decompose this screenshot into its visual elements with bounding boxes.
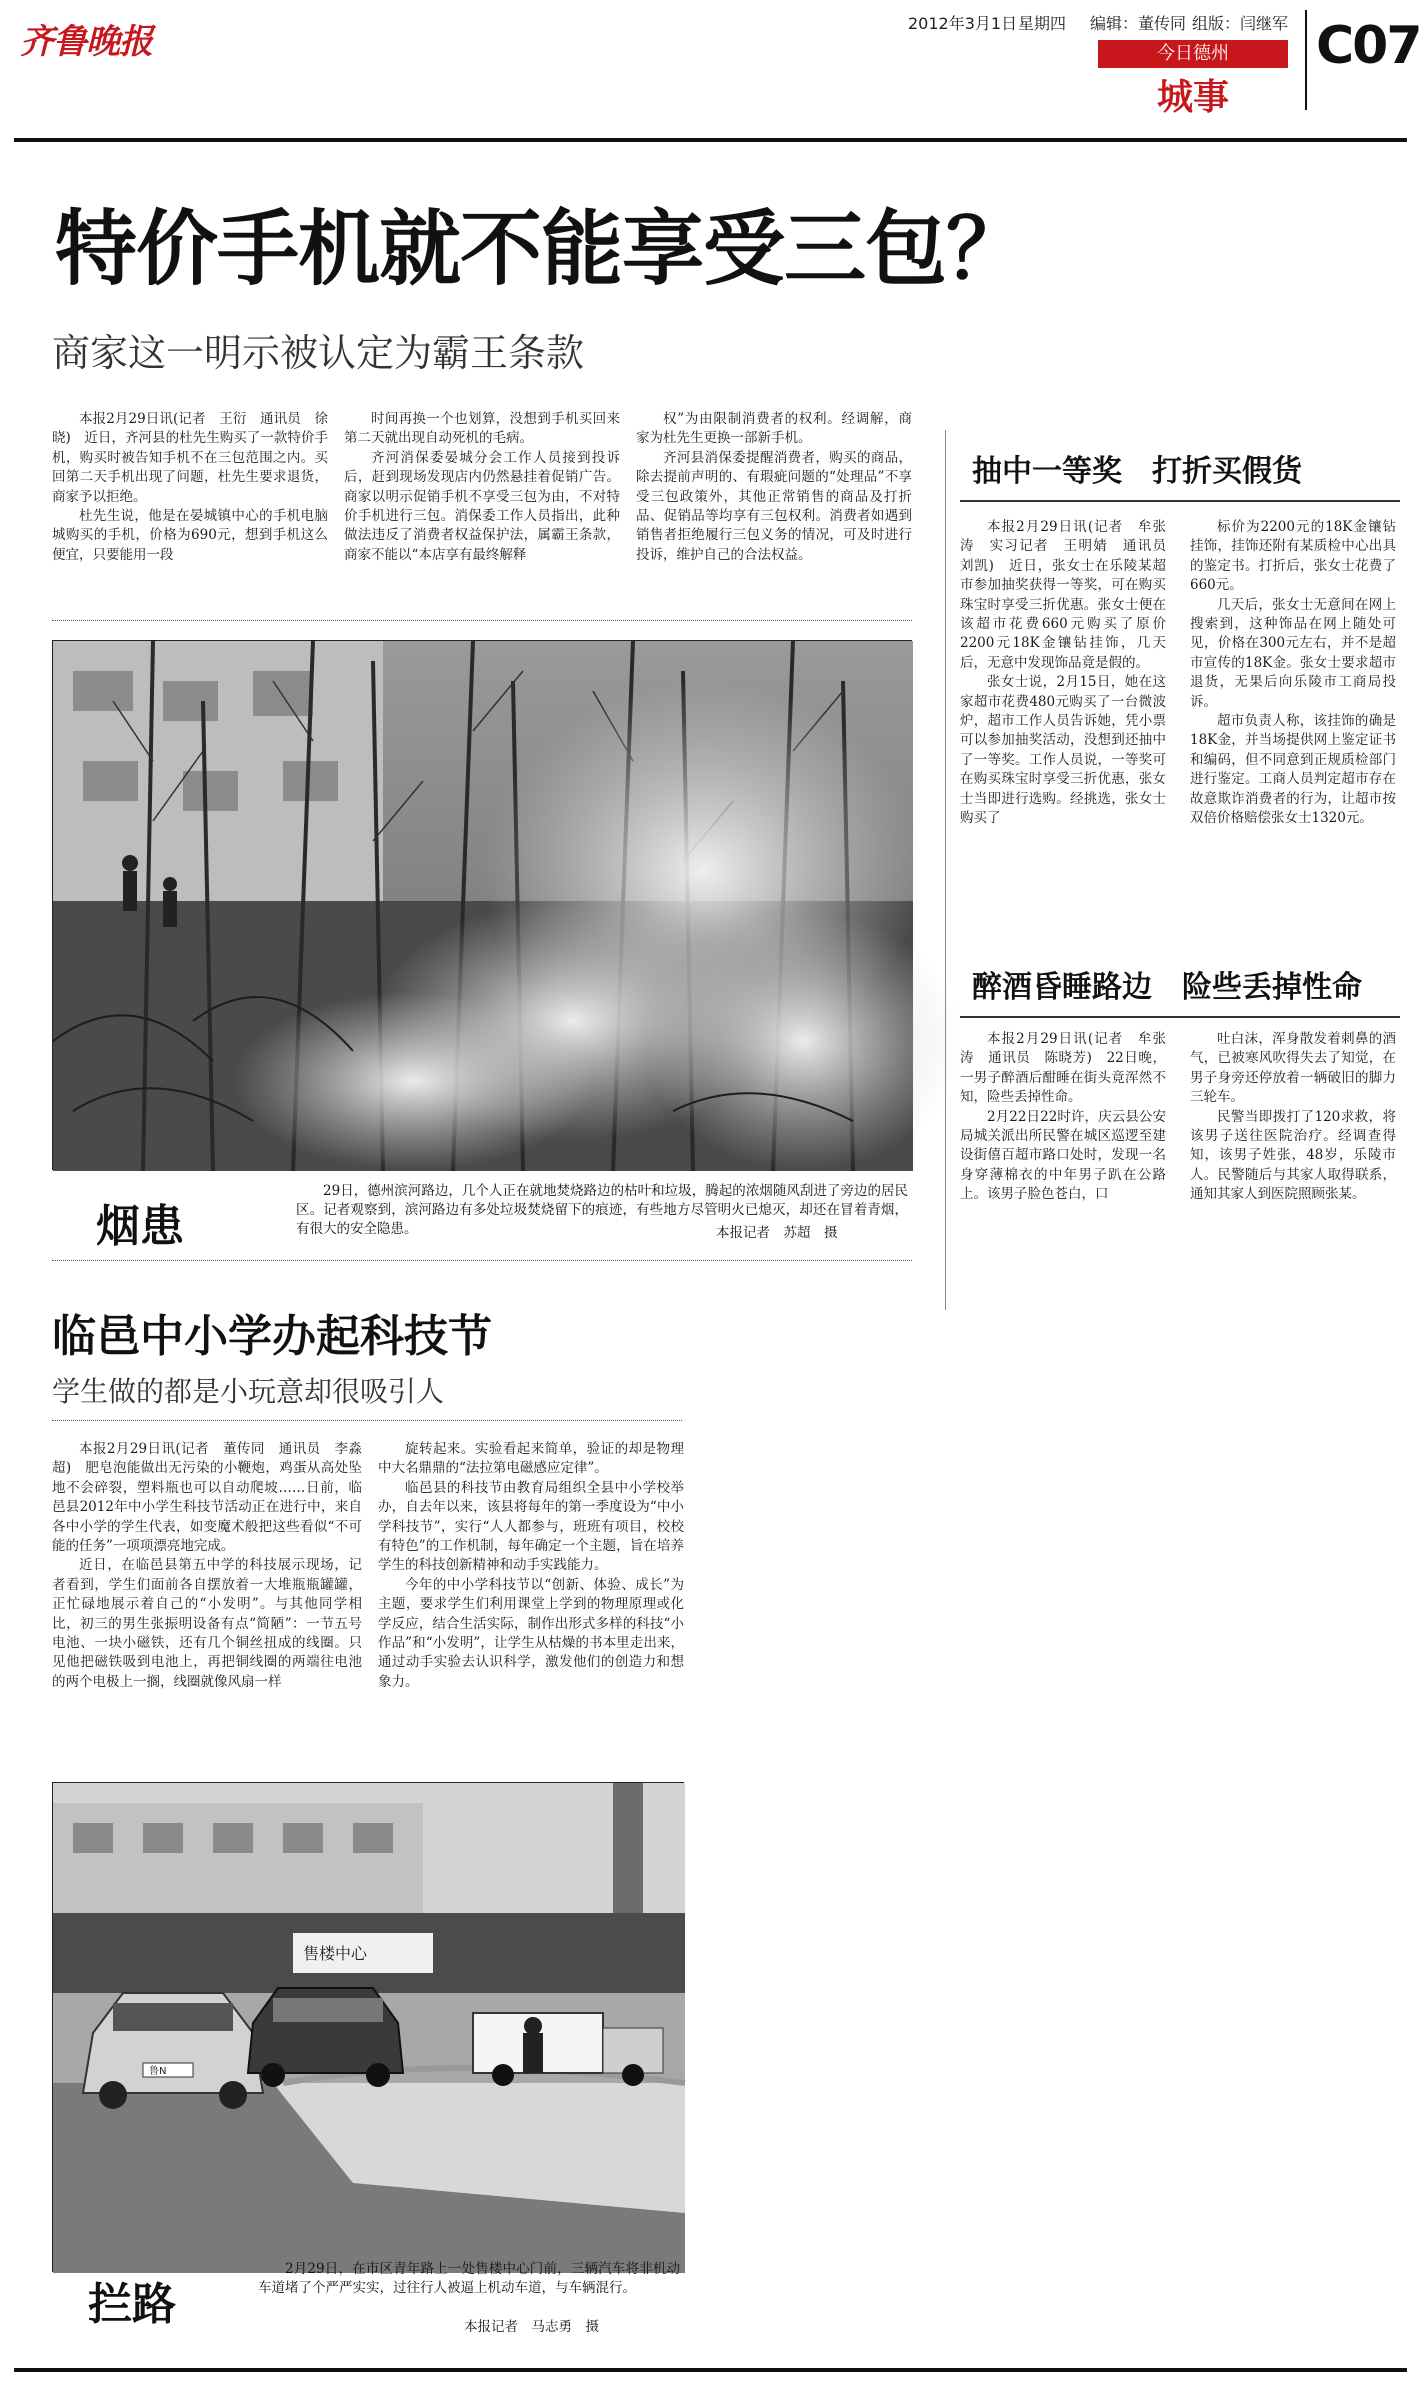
section-name: 城事 (1156, 77, 1229, 118)
story2-column-1 (960, 518, 1180, 918)
story1-paragraph: 杜先生说，他是在晏城镇中心的手机电脑城购买的手机，价格为690元，想到手机这么便宜，只要能用一段 (52, 508, 328, 563)
right-column-divider (945, 430, 946, 1310)
section-tag: 今日德州 (1098, 40, 1288, 68)
photo-smoke-hazard (52, 640, 912, 1170)
parked-car (83, 1993, 263, 2109)
bottom-rule (14, 2368, 1407, 2372)
main-headline: 特价手机就不能享受三包？ (55, 202, 1028, 297)
story3-paragraph: 吐白沫，浑身散发着刺鼻的酒气，已被寒风吹得失去了知觉，在男子身旁还停放着一辆破旧的脚力三轮车。 (1190, 1031, 1396, 1106)
story4-paragraph: 旋转起来。实验看起来简单，验证的却是物理中大名鼎鼎的“法拉第电磁感应定律”。 (378, 1441, 684, 1477)
photo2-title: 拦路 (88, 2279, 176, 2330)
photo2-credit: 本报记者 马志勇 摄 (464, 2319, 599, 2335)
story4-column-1 (52, 1440, 362, 1770)
story2-paragraph: 几天后，张女士无意间在网上搜索到，这种饰品在网上随处可见，价格在300元左右，并不是超市宣传的18K金。张女士要求超市退货，无果后向乐陵市工商局投诉。 (1190, 596, 1396, 710)
story4-paragraph: 近日，在临邑县第五中学的科技展示现场，记者看到，学生们面前各自摆放着一大堆瓶瓶罐罐，正忙碌地展示着自己的“小发明”。与其他同学相比，初三的男生张振明设备有点“简陋”：一节五号电池、一块小磁铁，还有几个铜丝扭成的线圈。只见他把磁铁吸到电池上，再把铜线圈的两端往电池的两个电极上一搁，线圈就像风扇一样 (52, 1557, 362, 1690)
layout-credit: 组版：闫继军 (1192, 14, 1289, 33)
story1-column-2 (344, 410, 620, 610)
photo1-bottom-rule (52, 1260, 912, 1261)
story3-headline: 醉酒昏睡路边 险些丢掉性命 (972, 970, 1362, 1005)
story1-separator (52, 620, 912, 621)
story4-subheadline: 学生做的都是小玩意却很吸引人 (52, 1375, 445, 1408)
photo2-caption-text: 2月29日，在市区青年路上一处售楼中心门前，三辆汽车将非机动车道堵了个严严实实，过往行人被逼上机动车道，与车辆混行。 (258, 2261, 680, 2296)
page-number: C07 (1316, 16, 1421, 76)
story3-head-rule (960, 1016, 1400, 1018)
story3-column-2 (1190, 1030, 1396, 1270)
story2-paragraph: 标价为2200元的18K金镶钻挂饰，挂饰还附有某质检中心出具的鉴定书。打折后，张女士花费了660元。 (1190, 519, 1396, 594)
story2-column-2 (1190, 518, 1396, 918)
story3-column-1 (960, 1030, 1166, 1270)
story2-head-rule (960, 500, 1400, 502)
smoke-scene-illustration (53, 641, 913, 1171)
story1-paragraph: 权”为由限制消费者的权利。经调解，商家为杜先生更换一部新手机。 (636, 411, 912, 447)
story1-column-1 (52, 410, 328, 610)
story2-headline: 抽中一等奖 打折买假货 (972, 454, 1302, 489)
street-scene-illustration (53, 1783, 685, 2273)
story1-paragraph: 齐河县消保委提醒消费者，购买的商品，除去提前声明的、有瑕疵问题的“处理品”不享受三包政策外，其他正常销售的商品及打折品、促销品等均享有三包权利。消费者如遇到销售者拒绝履行三包义务的情况，可及时进行投诉，维护自己的合法权益。 (636, 449, 912, 563)
editor-credit: 编辑：董传同 (1090, 14, 1187, 33)
story4-top-rule (52, 1420, 682, 1421)
story1-paragraph: 时间再换一个也划算，没想到手机买回来第二天就出现自动死机的毛病。 (344, 411, 620, 447)
story4-paragraph: 本报2月29日讯(记者 董传同 通讯员 李淼超) 肥皂泡能做出无污染的小鞭炮，鸡蛋从高处坠地不会碎裂，塑料瓶也可以自动爬坡……日前，临邑县2012年中小学生科技节活动正在进行中，来自各中小学的学生代表，如变魔术般把这些看似“不可能的任务”一项项漂亮地完成。 (52, 1441, 362, 1555)
sales-office-sign: 售楼中心 (303, 1944, 368, 1963)
story4-paragraph: 临邑县的科技节由教育局组织全县中小学校举办，自去年以来，该县将每年的第一季度设为“中小学科技节”，实行“人人都参与，班班有项目，校校有特色”的工作机制，每年确定一个主题，旨在培养学生的科技创新精神和动手实践能力。 (378, 1479, 684, 1574)
story1-paragraph: 本报2月29日讯(记者 王衍 通讯员 徐晓) 近日，齐河县的杜先生购买了一款特价手机，购买时被告知手机不在三包范围之内。买回第二天手机出现了问题，杜先生要求退货，商家予以拒绝。 (52, 411, 328, 505)
story3-paragraph: 本报2月29日讯(记者 牟张涛 通讯员 陈晓芳) 22日晚，一男子醉酒后酣睡在街头竟浑然不知，险些丢掉性命。 (960, 1031, 1166, 1106)
license-plate: 鲁N (149, 2066, 167, 2077)
issue-weekday: 星期四 (1018, 14, 1067, 33)
masthead-divider (1305, 10, 1307, 110)
main-subheadline: 商家这一明示被认定为霸王条款 (52, 331, 585, 375)
newspaper-logo: 齐鲁晚报 (20, 22, 152, 62)
photo1-credit: 本报记者 苏超 摄 (716, 1225, 838, 1241)
photo1-title: 烟患 (96, 1201, 184, 1252)
story4-headline: 临邑中小学办起科技节 (52, 1311, 492, 1362)
issue-date: 2012年3月1日 (908, 14, 1018, 33)
story4-column-2 (378, 1440, 684, 1770)
story1-column-3 (636, 410, 912, 610)
story2-paragraph: 本报2月29日讯(记者 牟张涛 实习记者 王明婧 通讯员 刘凯) 近日，张女士在乐陵某超市参加抽奖获得一等奖，可在购买珠宝时享受三折优惠。张女士便在该超市花费660元购买了原价2200元18K金镶钻挂饰，几天后，无意中发现饰品竟是假的。 (960, 519, 1180, 671)
story3-paragraph: 民警当即拨打了120求救，将该男子送往医院治疗。经调查得知，该男子姓张，48岁，乐陵市人。民警随后与其家人取得联系，通知其家人到医院照顾张某。 (1190, 1108, 1396, 1203)
story4-paragraph: 今年的中小学科技节以“创新、体验、成长”为主题，要求学生们利用课堂上学到的物理原理或化学反应，结合生活实际，制作出形式多样的科技“小作品”和“小发明”，让学生从枯燥的书本里走出来，通过动手实验去认识科学，激发他们的创造力和想象力。 (378, 1576, 684, 1690)
photo-blocked-road (52, 1782, 684, 2272)
top-rule (14, 138, 1407, 142)
story3-paragraph: 2月22日22时许，庆云县公安局城关派出所民警在城区巡逻至建设街僖百超市路口处时，发现一名身穿薄棉衣的中年男子趴在公路上。该男子脸色苍白，口 (960, 1108, 1166, 1203)
photo1-caption-text: 29日，德州滨河路边，几个人正在就地焚烧路边的枯叶和垃圾，腾起的浓烟随风刮进了旁边的居民区。记者观察到，滨河路边有多处垃圾焚烧留下的痕迹，有些地方尽管明火已熄灭，却还在冒着青烟，有很大的安全隐患。 (296, 1183, 908, 1237)
story1-paragraph: 齐河消保委晏城分会工作人员接到投诉后，赶到现场发现店内仍然悬挂着促销广告。商家以明示促销手机不享受三包为由，不对特价手机进行三包。消保委工作人员指出，此种做法违反了消费者权益保护法，属霸王条款，商家不能以“本店享有最终解释 (344, 449, 620, 563)
story2-paragraph: 张女士说，2月15日，她在这家超市花费480元购买了一台微波炉，超市工作人员告诉她，凭小票可以参加抽奖活动，没想到还抽中了一等奖。工作人员说，一等奖可在购买珠宝时享受三折优惠，张女士当即进行选购。经挑选，张女士购买了 (960, 674, 1166, 827)
story2-paragraph: 超市负责人称，该挂饰的确是18K金，并当场提供网上鉴定证书和编码，但不同意到正规质检部门进行鉴定。工商人员判定超市存在故意欺诈消费者的行为，让超市按双倍价格赔偿张女士1320元。 (1190, 713, 1396, 827)
parked-car (248, 1988, 403, 2087)
photo2-caption (258, 2260, 680, 2320)
